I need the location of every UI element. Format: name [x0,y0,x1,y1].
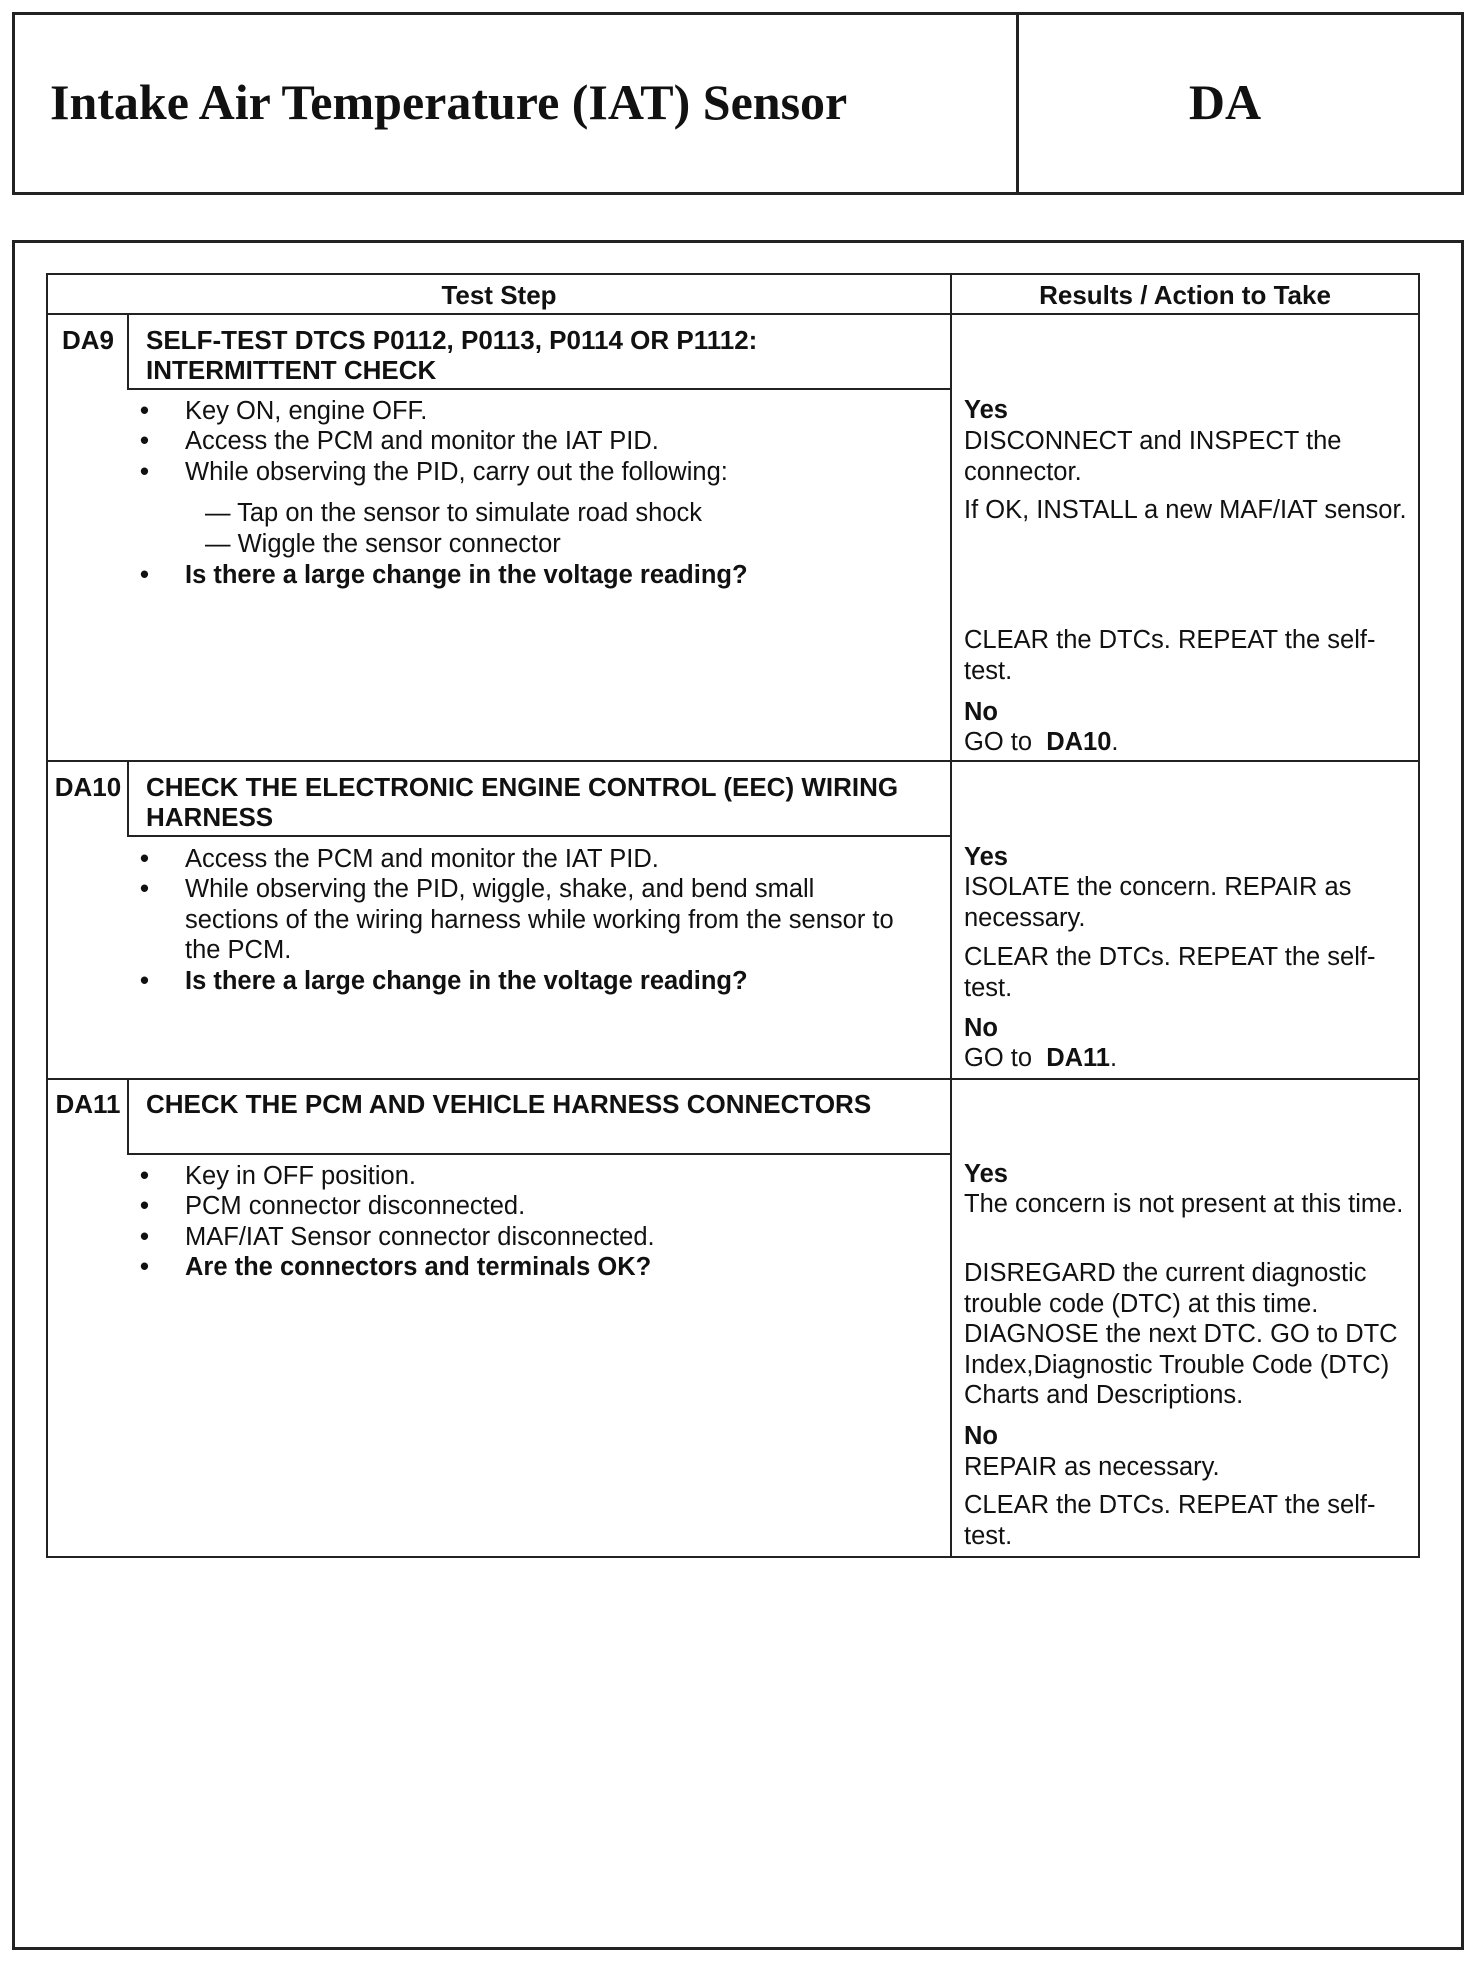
goto-link: DA11 [1046,1044,1110,1072]
section-code: DA [1188,74,1262,130]
no-goto: GO to DA10. [964,728,1119,756]
sub-item: — Wiggle the sensor connector [205,530,561,558]
result-text: DISREGARD the current diagnostic trouble code (DTC) at this time. DIAGNOSE the next DTC. GO to DTC Index,Diagnostic Trouble Code (DTC) Charts and Descriptions. [964,1259,1398,1409]
step-question: • Is there a large change in the voltage reading? [140,561,748,589]
yes-label: Yes [964,396,1008,424]
result-text: CLEAR the DTCs. REPEAT the self-test. [964,1491,1376,1550]
step-title: CHECK THE PCM AND VEHICLE HARNESS CONNECTORS [146,1089,872,1119]
title-divider [127,388,950,390]
list-item: • While observing the PID, wiggle, shake, and bend small sections of the wiring harness while working from the sensor to the PCM. [140,875,894,964]
step-question: • Are the connectors and terminals OK? [140,1253,652,1281]
list-item: • Key in OFF position. [140,1162,417,1190]
column-header-results: Results / Action to Take [1039,280,1331,310]
list-item: • MAF/IAT Sensor connector disconnected. [140,1223,655,1251]
result-text: The concern is not present at this time. [964,1190,1404,1218]
no-label: No [964,698,998,726]
result-text: REPAIR as necessary. [964,1453,1220,1481]
header-divider [46,313,1420,315]
list-item: • PCM connector disconnected. [140,1192,526,1220]
result-text: CLEAR the DTCs. REPEAT the self-test. [964,943,1376,1002]
yes-label: Yes [964,843,1008,871]
goto-link: DA10 [1046,728,1112,756]
no-label: No [964,1014,998,1042]
result-text: If OK, INSTALL a new MAF/IAT sensor. [964,496,1407,524]
step-title: CHECK THE ELECTRONIC ENGINE CONTROL (EEC) WIRING HARNESS [146,772,899,832]
result-text: DISCONNECT and INSPECT the connector. [964,427,1342,486]
step-question: • Is there a large change in the voltage reading? [140,967,748,995]
page-title: Intake Air Temperature (IAT) Sensor [50,74,848,130]
list-item: • Access the PCM and monitor the IAT PID. [140,427,659,455]
result-text: ISOLATE the concern. REPAIR as necessary. [964,873,1352,932]
no-goto: GO to DA11. [964,1044,1118,1072]
yes-label: Yes [964,1160,1008,1188]
result-text: CLEAR the DTCs. REPEAT the self-test. [964,626,1376,685]
list-item: • Key ON, engine OFF. [140,397,428,425]
list-item: • Access the PCM and monitor the IAT PID. [140,845,659,873]
step-id: DA11 [55,1089,121,1119]
title-divider [127,835,950,837]
row-divider [46,760,1420,762]
column-divider [950,273,952,1558]
step-id: DA9 [61,325,114,355]
step-id: DA10 [54,772,122,802]
list-item: • While observing the PID, carry out the following: [140,458,728,486]
no-label: No [964,1422,998,1450]
sub-item: — Tap on the sensor to simulate road shock [205,499,703,527]
row-divider [46,1078,1420,1080]
title-divider [127,1153,950,1155]
column-header-test-step: Test Step [441,280,557,310]
step-title: SELF-TEST DTCS P0112, P0113, P0114 OR P1112: INTERMITTENT CHECK [146,325,758,385]
